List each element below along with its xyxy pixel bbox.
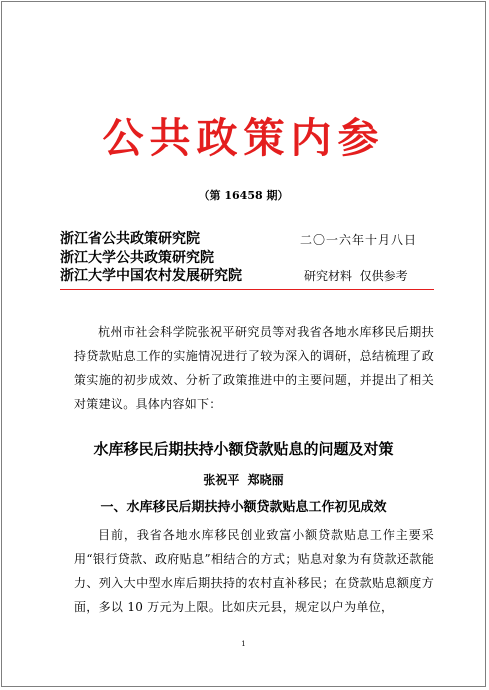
institution-1: 浙江省公共政策研究院 — [60, 231, 200, 247]
section-heading: 一、水库移民后期扶持小额贷款贴息工作初见成效 — [100, 500, 387, 515]
header-divider — [60, 289, 434, 290]
material-note: 研究材料 仅供参考 — [304, 269, 408, 283]
page-number: 1 — [241, 640, 246, 648]
institution-3: 浙江大学中国农村发展研究院 — [60, 268, 242, 284]
publication-date: 二〇一六年十月八日 — [300, 233, 418, 247]
document-page — [1, 1, 486, 687]
article-authors: 张祝平 郑晓丽 — [203, 473, 284, 487]
institution-2: 浙江大学公共政策研究院 — [60, 250, 214, 266]
intro-paragraph: 杭州市社会科学院张祝平研究员等对我省各地水库移民后期扶持贷款贴息工作的实施情况进行了较为深入的调研，总结梳理了政策实施的初步成效、分析了政策推进中的主要问题，并提出了相关对策建议。具体内容如下： — [74, 325, 434, 411]
issue-number: （第 16458 期） — [198, 189, 289, 202]
article-title: 水库移民后期扶持小额贷款贴息的问题及对策 — [93, 440, 394, 458]
body-paragraph: 目前，我省各地水库移民创业致富小额贷款贴息工作主要采用“银行贷款、政府贴息”相结合的方式；贴息对象为有贷款还款能力、列入大中型水库后期扶持的农村直补移民；在贷款贴息额度方面，多以 10 万元为上限。比如庆元县，规定以户为单位， — [74, 528, 434, 614]
bulletin-title: 公共政策内参 — [102, 114, 385, 162]
